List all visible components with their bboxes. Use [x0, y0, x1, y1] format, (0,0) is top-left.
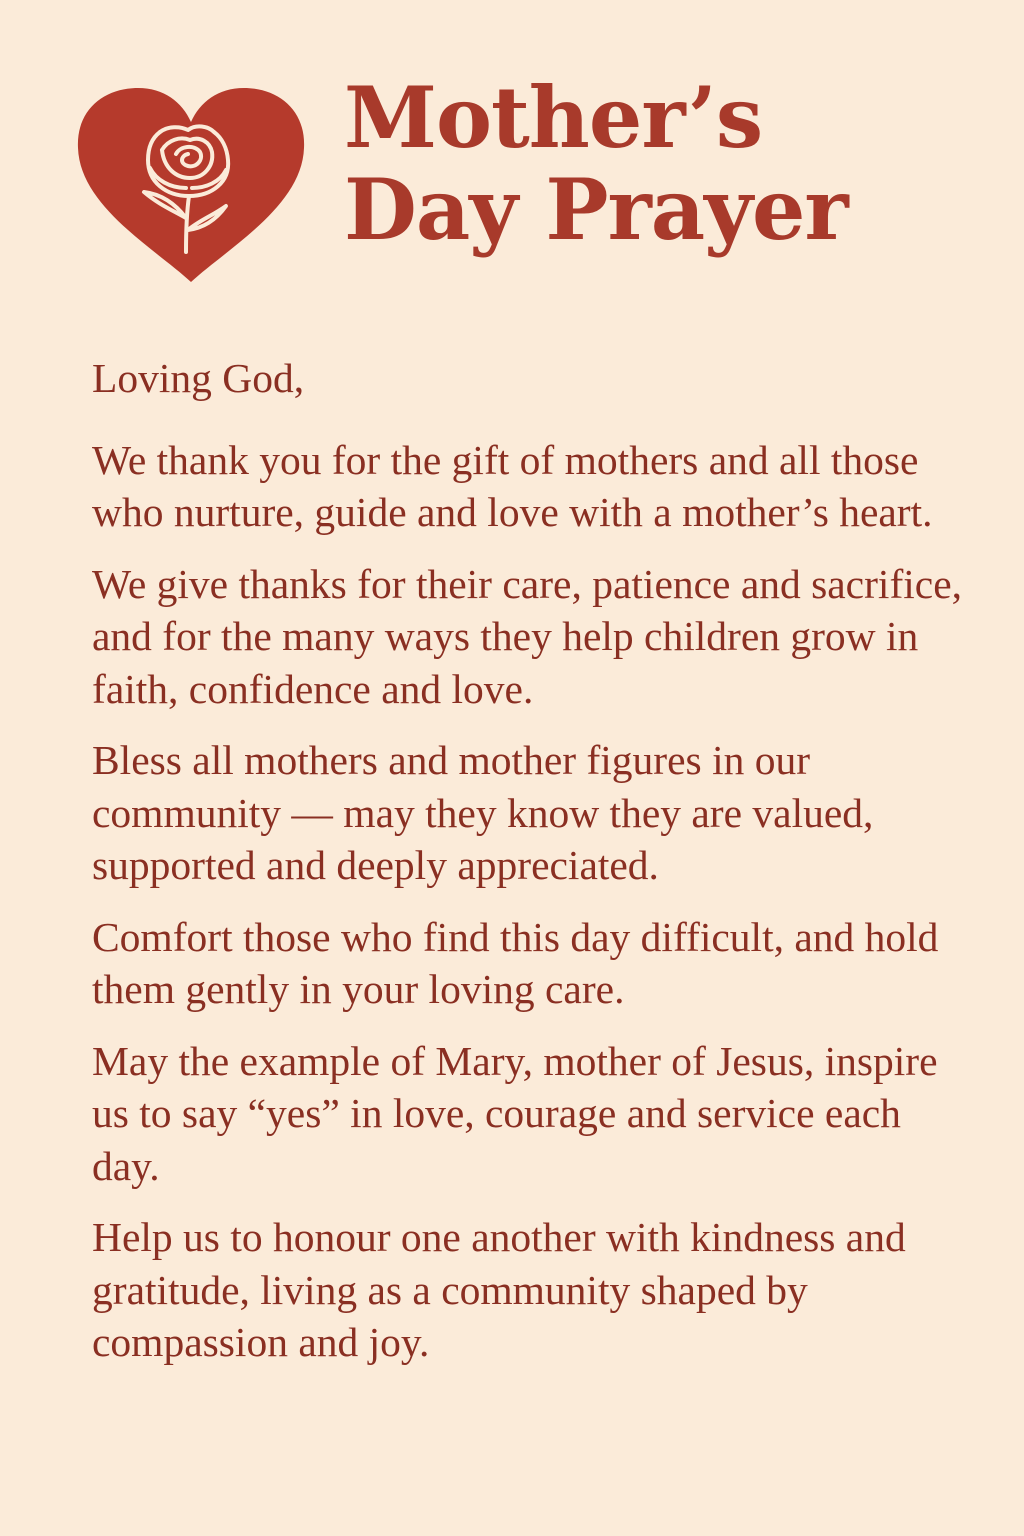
title-line-2: Day Prayer: [344, 160, 848, 259]
prayer-body: [92, 352, 972, 1388]
title-line-1: Mother’s: [344, 68, 763, 167]
prayer-paragraph: May the example of Mary, mother of Jesus, inspire us to say “yes” in love, courage and service each day.: [92, 1037, 938, 1189]
salutation: Loving God,: [92, 355, 305, 401]
page-title: [344, 68, 848, 259]
prayer-paragraph: We give thanks for their care, patience and sacrifice, and for the many ways they help children grow in faith, confidence and love.: [92, 560, 963, 712]
prayer-paragraph: Bless all mothers and mother figures in our community — may they know they are valued, supported and deeply appreciated.: [92, 737, 874, 888]
prayer-paragraph: Help us to honour one another with kindness and gratitude, living as a community shaped by compassion and joy.: [92, 1214, 906, 1365]
header: [0, 0, 1024, 330]
prayer-paragraph: Comfort those who find this day difficult, and hold them gently in your loving care.: [92, 913, 939, 1012]
prayer-paragraph: We thank you for the gift of mothers and all those who nurture, guide and love with a mother’s heart.: [92, 436, 933, 535]
heart-rose-icon: [76, 88, 306, 284]
